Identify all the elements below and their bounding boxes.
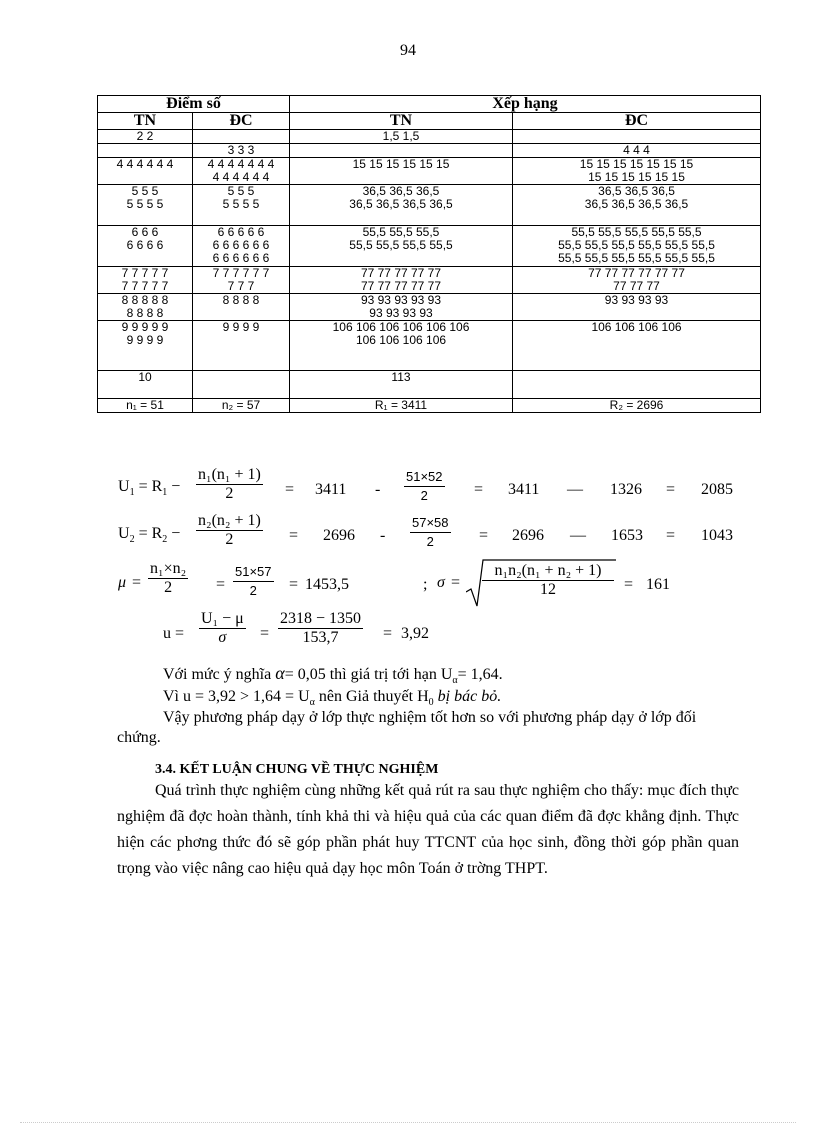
table-cell: 7 7 7 7 7 7 7 7 7 xyxy=(193,267,290,294)
table-cell: 55,5 55,5 55,5 55,5 55,5 55,5 55,5 xyxy=(290,226,513,267)
table-cell: 7 7 7 7 7 7 7 7 7 7 xyxy=(98,267,193,294)
table-cell: 36,5 36,5 36,5 36,5 36,5 36,5 36,5 xyxy=(290,185,513,226)
table-cell: 106 106 106 106 106 106 106 106 106 106 xyxy=(290,321,513,371)
table-row xyxy=(98,130,761,144)
table-cell: n₁ = 51 xyxy=(98,399,193,413)
header-tn-rank: TN xyxy=(290,113,513,130)
header-dc-rank: ĐC xyxy=(513,113,761,130)
u-lhs: u = xyxy=(163,625,185,642)
table-cell: 8 8 8 8 8 8 8 8 8 xyxy=(98,294,193,321)
u1-value-r1: 3411 xyxy=(315,481,347,498)
table-cell xyxy=(290,144,513,158)
table-cell: R₂ = 2696 xyxy=(513,399,761,413)
u1-fraction: $\frac{\text{n₁(n₁ + 1)}}{2}$ xyxy=(198,466,261,502)
table-cell: 3 3 3 xyxy=(193,144,290,158)
table-row xyxy=(98,267,761,294)
significance-line: Với mức ý nghĩa α= 0,05 thì giá trị tới hạn $U_\alpha= 1,64$. xyxy=(163,663,503,687)
table-cell: 4 4 4 4 4 4 4 4 4 4 4 4 4 xyxy=(193,158,290,185)
table-cell: 77 77 77 77 77 77 77 77 77 77 xyxy=(290,267,513,294)
table-row xyxy=(98,144,761,158)
table-cell xyxy=(513,371,761,399)
u1-fraction-numeric: $\frac{51\times 52}{2}$ xyxy=(406,469,443,503)
u-fraction-numeric: $\frac{2318 - 1350}{153,7}$ xyxy=(280,610,362,646)
table-cell: 5 5 5 5 5 5 5 xyxy=(98,185,193,226)
table-cell: 9 9 9 9 xyxy=(193,321,290,371)
table-cell: 6 6 6 6 6 6 6 6 6 6 6 6 6 6 6 6 6 xyxy=(193,226,290,267)
table-cell: 4 4 4 4 4 4 xyxy=(98,158,193,185)
mu-fraction-numeric: $\frac{51\times 57}{2}$ xyxy=(235,564,272,598)
table-cell: 36,5 36,5 36,5 36,5 36,5 36,5 36,5 xyxy=(513,185,761,226)
table-cell: 8 8 8 8 xyxy=(193,294,290,321)
table-row xyxy=(98,371,761,399)
u2-result: 1043 xyxy=(701,527,733,544)
header-dc-score: ĐC xyxy=(193,113,290,130)
u2-fraction-numeric: $\frac{57\times 58}{2}$ xyxy=(412,515,449,549)
table-cell: n₂ = 57 xyxy=(193,399,290,413)
table-cell xyxy=(193,371,290,399)
table-row xyxy=(98,294,761,321)
header-tn-score: TN xyxy=(98,113,193,130)
mu-fraction: $\frac{\text{n₁×n₂}}{2}$ xyxy=(150,560,187,596)
u-value: 3,92 xyxy=(401,625,429,642)
table-row xyxy=(98,158,761,185)
table-cell: 9 9 9 9 9 9 9 9 9 xyxy=(98,321,193,371)
table-row xyxy=(98,321,761,371)
header-xep-hang: Xếp hạng xyxy=(290,96,761,113)
table-row xyxy=(98,399,761,413)
u1-lhs: $U_1 = R_1$ − xyxy=(118,478,181,499)
table-cell xyxy=(513,130,761,144)
sigma-value: 161 xyxy=(646,576,670,593)
table-cell: 93 93 93 93 xyxy=(513,294,761,321)
rejection-line: Vì $u = 3,92 > 1,64 = U_\alpha$ nên Giả thuyết $H_0$ bị bác bỏ. xyxy=(163,688,502,709)
table-cell: 2 2 xyxy=(98,130,193,144)
table-cell: 6 6 6 6 6 6 6 xyxy=(98,226,193,267)
table-cell xyxy=(98,144,193,158)
table-row xyxy=(98,226,761,267)
page-number: 94 xyxy=(400,42,416,59)
table-cell: 15 15 15 15 15 15 15 15 15 15 15 15 15 xyxy=(513,158,761,185)
u-fraction: $\frac{\text{U₁ − μ}}{\sigma}$ xyxy=(201,610,244,646)
table-cell: R₁ = 3411 xyxy=(290,399,513,413)
section-paragraph: Quá trình thực nghiệm cùng những kết quả rút ra sau thực nghiệm cho thấy: mục đích thực nghiệm đã đợc hoàn thành, tính khả thi và hiệu quả của các quan điểm đã đợc khẳng định. Thực hiện các phơng thức đó sẽ góp phần phát huy TTCNT của học sinh, đồng thời góp phần quan trọng vào việc nâng cao hiệu quả dạy học môn Toán ở trờng THPT. xyxy=(117,782,739,877)
table-cell xyxy=(193,130,290,144)
table-cell: 1,5 1,5 xyxy=(290,130,513,144)
sigma-symbol: σ xyxy=(437,574,445,591)
header-diem-so: Điểm số xyxy=(98,96,290,113)
u1-result: 2085 xyxy=(701,481,733,498)
table-cell: 55,5 55,5 55,5 55,5 55,5 55,5 55,5 55,5 55,5 55,5 55,5 55,5 55,5 55,5 55,5 55,5 55,5 xyxy=(513,226,761,267)
table-cell: 15 15 15 15 15 15 xyxy=(290,158,513,185)
sigma-fraction: $\frac{\text{n₁n₂(n₁ + n₂ + 1)}}{12}$ xyxy=(482,562,614,599)
section-heading: 3.4. KẾT LUẬN CHUNG VỀ THỰC NGHIỆM xyxy=(155,762,439,777)
table-cell: 77 77 77 77 77 77 77 77 77 xyxy=(513,267,761,294)
table-cell: 10 xyxy=(98,371,193,399)
u2-fraction: $\frac{\text{n₂(n₂ + 1)}}{2}$ xyxy=(198,512,261,548)
table-cell: 93 93 93 93 93 93 93 93 93 xyxy=(290,294,513,321)
ranking-table xyxy=(97,95,761,413)
table-cell: 106 106 106 106 xyxy=(513,321,761,371)
table-cell: 4 4 4 xyxy=(513,144,761,158)
table-row xyxy=(98,185,761,226)
mu-value: 1453,5 xyxy=(305,576,349,593)
conclusion-text: Vậy phương pháp dạy ở lớp thực nghiệm tốt hơn so với phương pháp dạy ở lớp đối chứng. xyxy=(117,709,697,746)
u2-lhs: $U_2 = R_2$ − xyxy=(118,525,181,546)
table-cell: 113 xyxy=(290,371,513,399)
table-cell: 5 5 5 5 5 5 5 xyxy=(193,185,290,226)
mu-symbol: μ xyxy=(118,574,127,591)
